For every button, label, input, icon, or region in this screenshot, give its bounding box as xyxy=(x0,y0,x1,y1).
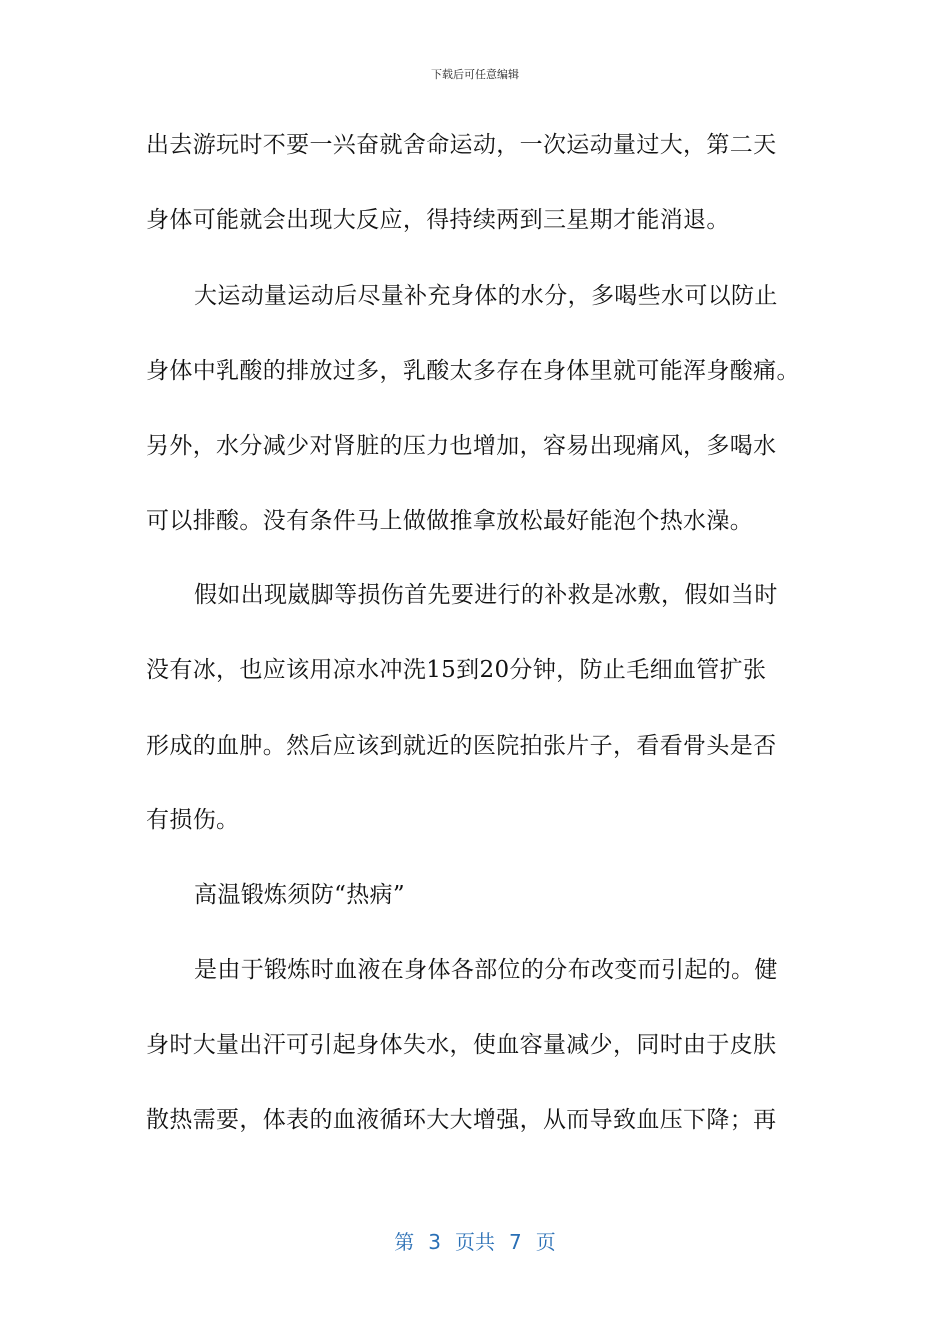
body-line: 另外，水分减少对肾脏的压力也增加，容易出现痛风，多喝水 xyxy=(146,433,777,459)
body-line: 身体可能就会出现大反应，得持续两到三星期才能消退。 xyxy=(146,207,730,233)
footer-current-page: 3 xyxy=(428,1230,441,1254)
footer-page-word: 第 xyxy=(394,1230,415,1254)
body-line: 出去游玩时不要一兴奋就舍命运动，一次运动量过大，第二天 xyxy=(146,132,777,158)
body-line: 形成的血肿。然后应该到就近的医院拍张片子，看看骨头是否 xyxy=(146,733,777,759)
footer-page-end-word: 页 xyxy=(535,1230,556,1254)
paragraph-start-line: 是由于锻炼时血液在身体各部位的分布改变而引起的。健 xyxy=(194,957,778,983)
page-header: 下载后可任意编辑 xyxy=(431,68,519,81)
body-line: 散热需要，体表的血液循环大大增强，从而导致血压下降；再 xyxy=(146,1107,777,1133)
paragraph-start-line: 假如出现崴脚等损伤首先要进行的补救是冰敷，假如当时 xyxy=(194,582,778,608)
page-footer xyxy=(0,1226,950,1255)
body-line: 没有冰，也应该用凉水冲洗15到20分钟，防止毛细血管扩张 xyxy=(146,657,767,683)
footer-total-pages: 7 xyxy=(509,1230,522,1254)
footer-page-total-word: 页共 xyxy=(455,1230,495,1254)
paragraph-start-line: 大运动量运动后尽量补充身体的水分，多喝些水可以防止 xyxy=(194,283,778,309)
body-line: 身体中乳酸的排放过多，乳酸太多存在身体里就可能浑身酸痛。 xyxy=(146,358,800,384)
body-line: 有损伤。 xyxy=(146,807,240,833)
section-heading: 高温锻炼须防“热病” xyxy=(194,882,406,908)
body-line: 可以排酸。没有条件马上做做推拿放松最好能泡个热水澡。 xyxy=(146,508,754,534)
body-line: 身时大量出汗可引起身体失水，使血容量减少，同时由于皮肤 xyxy=(146,1032,777,1058)
